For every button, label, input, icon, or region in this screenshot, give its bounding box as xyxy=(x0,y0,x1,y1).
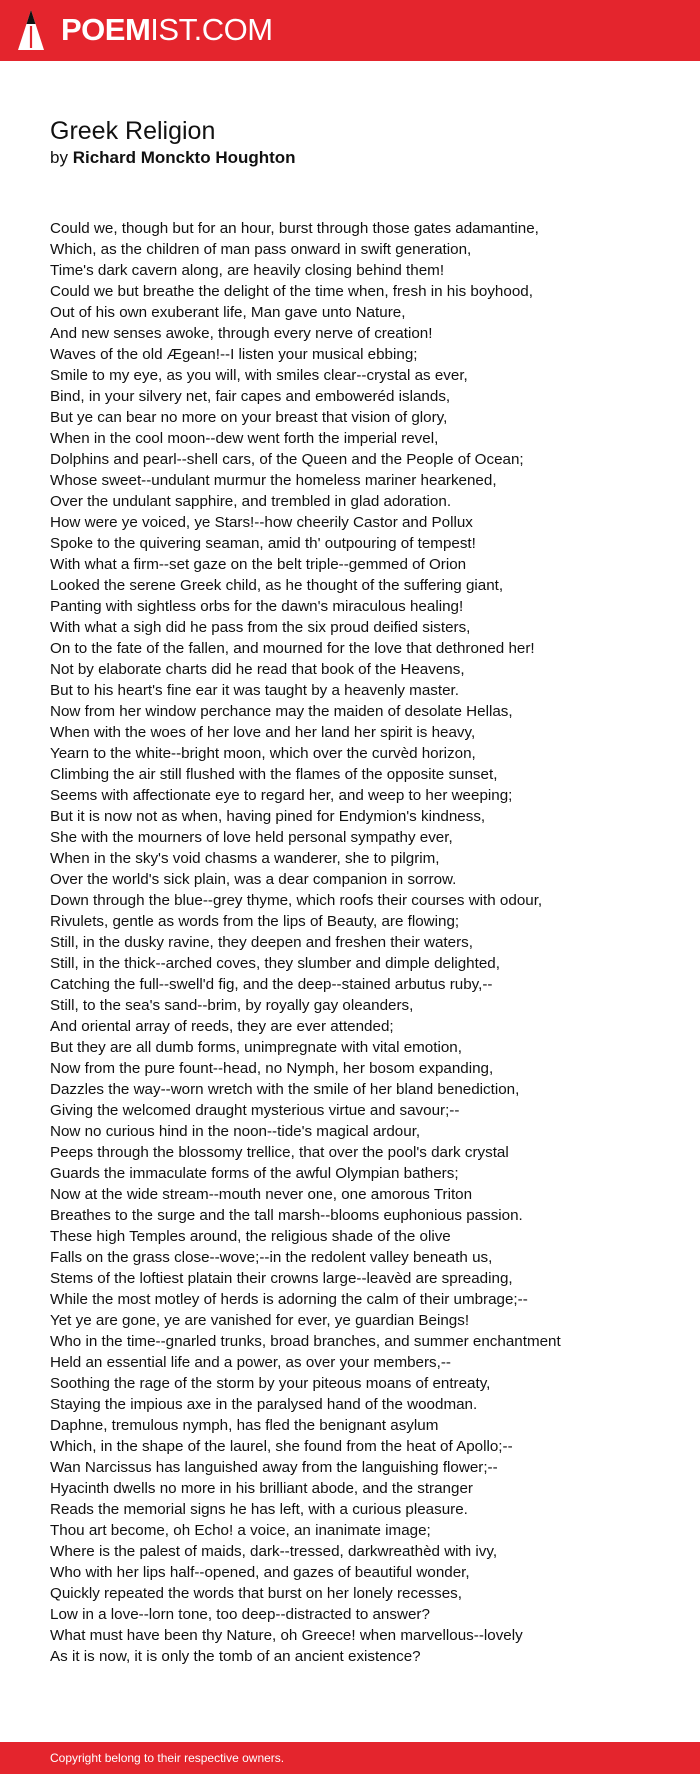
poem-line: Breathes to the surge and the tall marsh--blooms euphonious passion. xyxy=(50,1207,523,1224)
site-logo[interactable] xyxy=(61,10,273,50)
poem-line: Who in the time--gnarled trunks, broad branches, and summer enchantment xyxy=(50,1333,561,1350)
poem-line: Looked the serene Greek child, as he thought of the suffering giant, xyxy=(50,577,504,594)
poem-line: And new senses awoke, through every nerve of creation! xyxy=(50,325,433,342)
poem-line: Spoke to the quivering seaman, amid th' outpouring of tempest! xyxy=(50,535,476,552)
poem-line: On to the fate of the fallen, and mourned for the love that dethroned her! xyxy=(50,640,535,657)
poem-line: Reads the memorial signs he has left, with a curious pleasure. xyxy=(50,1501,468,1518)
site-footer xyxy=(0,1742,700,1774)
poem-line: Panting with sightless orbs for the dawn's miraculous healing! xyxy=(50,598,464,615)
poem-line: Thou art become, oh Echo! a voice, an inanimate image; xyxy=(50,1522,431,1539)
poem-line: Catching the full--swell'd fig, and the deep--stained arbutus ruby,-- xyxy=(50,976,493,993)
poem-line: Falls on the grass close--wove;--in the redolent valley beneath us, xyxy=(50,1249,493,1266)
poem-line: But ye can bear no more on your breast that vision of glory, xyxy=(50,409,448,426)
poem-line: Out of his own exuberant life, Man gave unto Nature, xyxy=(50,304,406,321)
poem-line: But they are all dumb forms, unimpregnate with vital emotion, xyxy=(50,1039,462,1056)
poem-line: Smile to my eye, as you will, with smiles clear--crystal as ever, xyxy=(50,367,468,384)
poem-line: Which, as the children of man pass onward in swift generation, xyxy=(50,241,472,258)
by-label: by xyxy=(50,148,68,167)
poem-line: Wan Narcissus has languished away from the languishing flower;-- xyxy=(50,1459,498,1476)
poem-line: Where is the palest of maids, dark--tressed, darkwreathèd with ivy, xyxy=(50,1543,498,1560)
poem-line: Now from her window perchance may the maiden of desolate Hellas, xyxy=(50,703,513,720)
poem-line: Down through the blue--grey thyme, which roofs their courses with odour, xyxy=(50,892,543,909)
poem-line: Still, in the thick--arched coves, they slumber and dimple delighted, xyxy=(50,955,500,972)
poem-line: Could we but breathe the delight of the time when, fresh in his boyhood, xyxy=(50,283,533,300)
poem-title: Greek Religion xyxy=(50,117,216,145)
poem-line: With what a sigh did he pass from the six proud deified sisters, xyxy=(50,619,471,636)
poem-line: Bind, in your silvery net, fair capes and emboweréd islands, xyxy=(50,388,451,405)
pencil-tip-icon[interactable] xyxy=(16,8,46,52)
poem-author: Richard Monckto Houghton xyxy=(72,148,296,167)
poem-line: Daphne, tremulous nymph, has fled the benignant asylum xyxy=(50,1417,439,1434)
poem-line: When in the cool moon--dew went forth the imperial revel, xyxy=(50,430,439,447)
poem-line: Still, to the sea's sand--brim, by royally gay oleanders, xyxy=(50,997,414,1014)
poem-line: Waves of the old Ægean!--I listen your musical ebbing; xyxy=(50,346,418,363)
poem-line: Still, in the dusky ravine, they deepen and freshen their waters, xyxy=(50,934,473,951)
poem-line: Time's dark cavern along, are heavily closing behind them! xyxy=(50,262,445,279)
poem-line: Whose sweet--undulant murmur the homeless mariner hearkened, xyxy=(50,472,497,489)
poem-line: Could we, though but for an hour, burst through those gates adamantine, xyxy=(50,220,539,237)
poem-line: Over the undulant sapphire, and trembled in glad adoration. xyxy=(50,493,452,510)
poem-line: Not by elaborate charts did he read that book of the Heavens, xyxy=(50,661,465,678)
poem-line: What must have been thy Nature, oh Greece! when marvellous--lovely xyxy=(50,1627,523,1644)
poem-line: Peeps through the blossomy trellice, that over the pool's dark crystal xyxy=(50,1144,509,1161)
logo-text-light: IST.COM xyxy=(150,12,273,47)
poem-line: When in the sky's void chasms a wanderer, she to pilgrim, xyxy=(50,850,440,867)
poem-line: Staying the impious axe in the paralysed hand of the woodman. xyxy=(50,1396,478,1413)
poem-line: Dolphins and pearl--shell cars, of the Queen and the People of Ocean; xyxy=(50,451,524,468)
poem-line: How were ye voiced, ye Stars!--how cheerily Castor and Pollux xyxy=(50,514,473,531)
poem-line: Now no curious hind in the noon--tide's magical ardour, xyxy=(50,1123,421,1140)
poem-line: Over the world's sick plain, was a dear companion in sorrow. xyxy=(50,871,457,888)
poem-line: Now from the pure fount--head, no Nymph, her bosom expanding, xyxy=(50,1060,494,1077)
poem-line: Which, in the shape of the laurel, she found from the heat of Apollo;-- xyxy=(50,1438,513,1455)
poem-line: Rivulets, gentle as words from the lips of Beauty, are flowing; xyxy=(50,913,460,930)
poem-line: Yet ye are gone, ye are vanished for ever, ye guardian Beings! xyxy=(50,1312,470,1329)
poem-line: Dazzles the way--worn wretch with the smile of her bland benediction, xyxy=(50,1081,520,1098)
copyright-text: Copyright belong to their respective owners. xyxy=(50,1751,285,1765)
poem-line: Climbing the air still flushed with the flames of the opposite sunset, xyxy=(50,766,498,783)
poem-line: Who with her lips half--opened, and gazes of beautiful wonder, xyxy=(50,1564,470,1581)
poem-line: Hyacinth dwells no more in his brilliant abode, and the stranger xyxy=(50,1480,473,1497)
poem-line: Soothing the rage of the storm by your piteous moans of entreaty, xyxy=(50,1375,491,1392)
poem-line: While the most motley of herds is adorning the calm of their umbrage;-- xyxy=(50,1291,528,1308)
poem-line: And oriental array of reeds, they are ever attended; xyxy=(50,1018,394,1035)
poem-line: With what a firm--set gaze on the belt triple--gemmed of Orion xyxy=(50,556,467,573)
site-header xyxy=(0,0,700,61)
poem-line: When with the woes of her love and her land her spirit is heavy, xyxy=(50,724,476,741)
logo-text-bold: POEM xyxy=(61,12,151,47)
poem-line: Giving the welcomed draught mysterious virtue and savour;-- xyxy=(50,1102,460,1119)
poem-line: Guards the immaculate forms of the awful Olympian bathers; xyxy=(50,1165,459,1182)
poem-line: Yearn to the white--bright moon, which over the curvèd horizon, xyxy=(50,745,476,762)
poem-line: Seems with affectionate eye to regard her, and weep to her weeping; xyxy=(50,787,513,804)
poem-line: Quickly repeated the words that burst on her lonely recesses, xyxy=(50,1585,462,1602)
poem-body xyxy=(50,218,680,1667)
poem-line: Low in a love--lorn tone, too deep--distracted to answer? xyxy=(50,1606,430,1623)
poem-line: But it is now not as when, having pined for Endymion's kindness, xyxy=(50,808,486,825)
poem-line: Stems of the loftiest platain their crowns large--leavèd are spreading, xyxy=(50,1270,513,1287)
poem-line: She with the mourners of love held personal sympathy ever, xyxy=(50,829,453,846)
poem-line: Held an essential life and a power, as over your members,-- xyxy=(50,1354,451,1371)
poem-line: Now at the wide stream--mouth never one, one amorous Triton xyxy=(50,1186,473,1203)
poem-line: As it is now, it is only the tomb of an ancient existence? xyxy=(50,1648,421,1665)
poem-line: These high Temples around, the religious shade of the olive xyxy=(50,1228,451,1245)
poem-line: But to his heart's fine ear it was taught by a heavenly master. xyxy=(50,682,459,699)
poem-byline xyxy=(50,146,296,170)
